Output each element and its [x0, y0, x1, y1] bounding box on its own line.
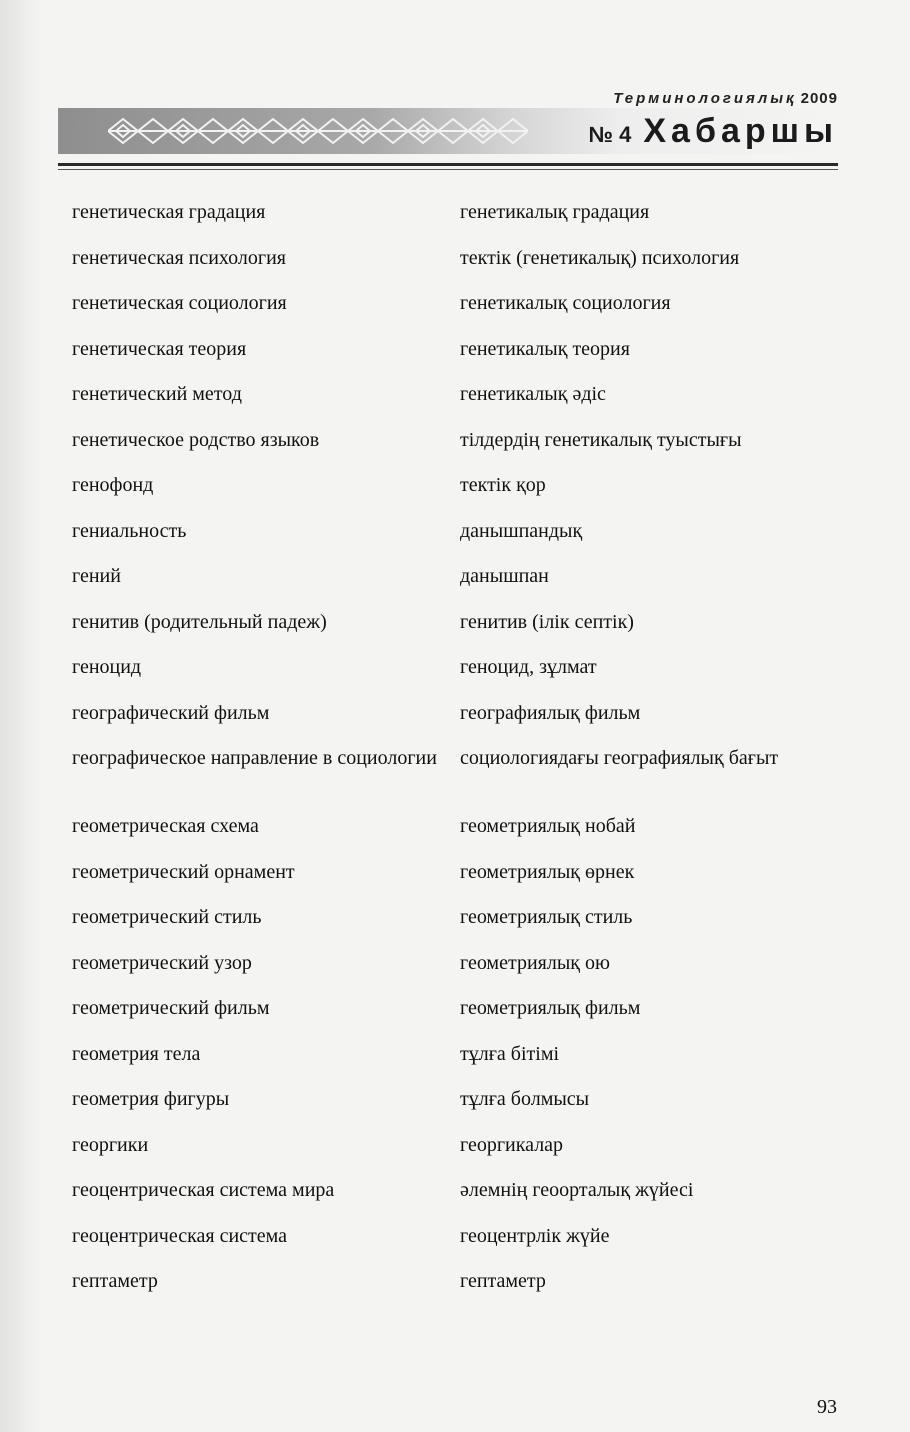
- kazakh-term: геометриялық фильм: [460, 997, 641, 1019]
- russian-term: генофонд: [72, 474, 154, 496]
- russian-term: гениальность: [72, 519, 187, 542]
- glossary-entry: [72, 564, 792, 610]
- russian-term: гептаметр: [72, 1270, 158, 1292]
- kazakh-term: генитив (ілік септік): [460, 610, 634, 633]
- glossary-entry: [72, 337, 792, 383]
- russian-term: генитив (родительный падеж): [72, 610, 327, 633]
- kazakh-term: тілдердің генетикалық туыстығы: [460, 428, 742, 451]
- glossary-entry: [72, 246, 792, 292]
- russian-term: гений: [72, 565, 121, 587]
- glossary-entry: [72, 814, 792, 860]
- page-number: 93: [817, 1396, 837, 1418]
- glossary-entry: [72, 382, 792, 428]
- issue-heading: [588, 112, 838, 151]
- russian-term: генетическая социология: [72, 292, 287, 314]
- glossary-entry: [72, 428, 792, 474]
- glossary-entry: [72, 701, 792, 747]
- russian-term: геометрия тела: [72, 1042, 201, 1065]
- russian-term: географический фильм: [72, 701, 270, 724]
- glossary-entry: [72, 905, 792, 951]
- bulletin-title: Хабаршы: [643, 112, 838, 150]
- russian-term: геоцентрическая система: [72, 1224, 288, 1247]
- header-divider-thin: [58, 169, 838, 170]
- russian-term: генетическая психология: [72, 246, 286, 269]
- glossary-entry: [72, 610, 792, 656]
- russian-term: генетическая градация: [72, 201, 266, 223]
- russian-term: геометрический фильм: [72, 997, 270, 1019]
- kazakh-term: тектік қор: [460, 474, 546, 496]
- glossary-entry: [72, 655, 792, 701]
- kazakh-term: әлемнің геоорталық жүйесі: [460, 1179, 694, 1201]
- kazakh-term: данышпандық: [460, 519, 583, 542]
- kazakh-term: георгикалар: [460, 1133, 564, 1156]
- glossary-entry: [72, 1133, 792, 1179]
- glossary-entry: [72, 1178, 792, 1224]
- kazakh-term: генетикалық социология: [460, 292, 671, 314]
- kazakh-term: генетикалық теория: [460, 337, 630, 360]
- kazakh-term: геометриялық стиль: [460, 906, 633, 928]
- russian-term: геоцентрическая система мира: [72, 1179, 335, 1201]
- russian-term: геноцид: [72, 656, 142, 678]
- russian-term: генетическая теория: [72, 337, 247, 360]
- glossary-entry: [72, 951, 792, 997]
- ornament-pattern-icon: [108, 116, 528, 146]
- russian-term: геометрия фигуры: [72, 1088, 230, 1110]
- glossary-entry: [72, 519, 792, 565]
- glossary-entry: [72, 1087, 792, 1133]
- glossary-entry: [72, 996, 792, 1042]
- kazakh-term: геометриялық нобай: [460, 815, 636, 837]
- russian-term: геометрический орнамент: [72, 860, 295, 883]
- glossary-entry: [72, 1269, 792, 1315]
- glossary-entry: [72, 860, 792, 906]
- glossary-entry: [72, 1042, 792, 1088]
- kazakh-term: тұлға бітімі: [460, 1042, 560, 1065]
- glossary-entry: [72, 746, 792, 814]
- header-divider-thick: [58, 163, 838, 166]
- russian-term: георгики: [72, 1133, 149, 1156]
- glossary-entry: [72, 291, 792, 337]
- header-banner: [58, 108, 838, 154]
- kazakh-term: данышпан: [460, 565, 549, 587]
- russian-term: географическое направление в социологии: [72, 747, 437, 769]
- page-edge-shadow: [0, 0, 40, 1432]
- kazakh-term: географиялық фильм: [460, 701, 641, 724]
- glossary-entry: [72, 473, 792, 519]
- kazakh-term: тектік (генетикалық) психология: [460, 246, 740, 269]
- kazakh-term: генетикалық градация: [460, 201, 650, 223]
- russian-term: генетический метод: [72, 383, 242, 405]
- russian-term: геометрический узор: [72, 951, 252, 974]
- glossary-entry: [72, 1224, 792, 1270]
- kazakh-term: генетикалық әдіс: [460, 383, 606, 405]
- journal-name-text: Терминологиялық: [613, 90, 797, 107]
- glossary-entry: [72, 200, 792, 246]
- kazakh-term: геометриялық өрнек: [460, 860, 635, 883]
- journal-name: [613, 90, 838, 107]
- journal-year: 2009: [800, 90, 838, 107]
- glossary-entries: [72, 200, 792, 1315]
- kazakh-term: тұлға болмысы: [460, 1088, 590, 1110]
- kazakh-term: геноцид, зұлмат: [460, 656, 597, 678]
- issue-number: № 4: [588, 122, 632, 147]
- kazakh-term: гептаметр: [460, 1270, 546, 1292]
- kazakh-term: геоцентрлік жүйе: [460, 1224, 610, 1247]
- russian-term: геометрическая схема: [72, 815, 259, 837]
- kazakh-term: геометриялық ою: [460, 951, 610, 974]
- kazakh-term: социологиядағы географиялық бағыт: [460, 747, 779, 769]
- russian-term: геометрический стиль: [72, 906, 262, 928]
- russian-term: генетическое родство языков: [72, 428, 320, 451]
